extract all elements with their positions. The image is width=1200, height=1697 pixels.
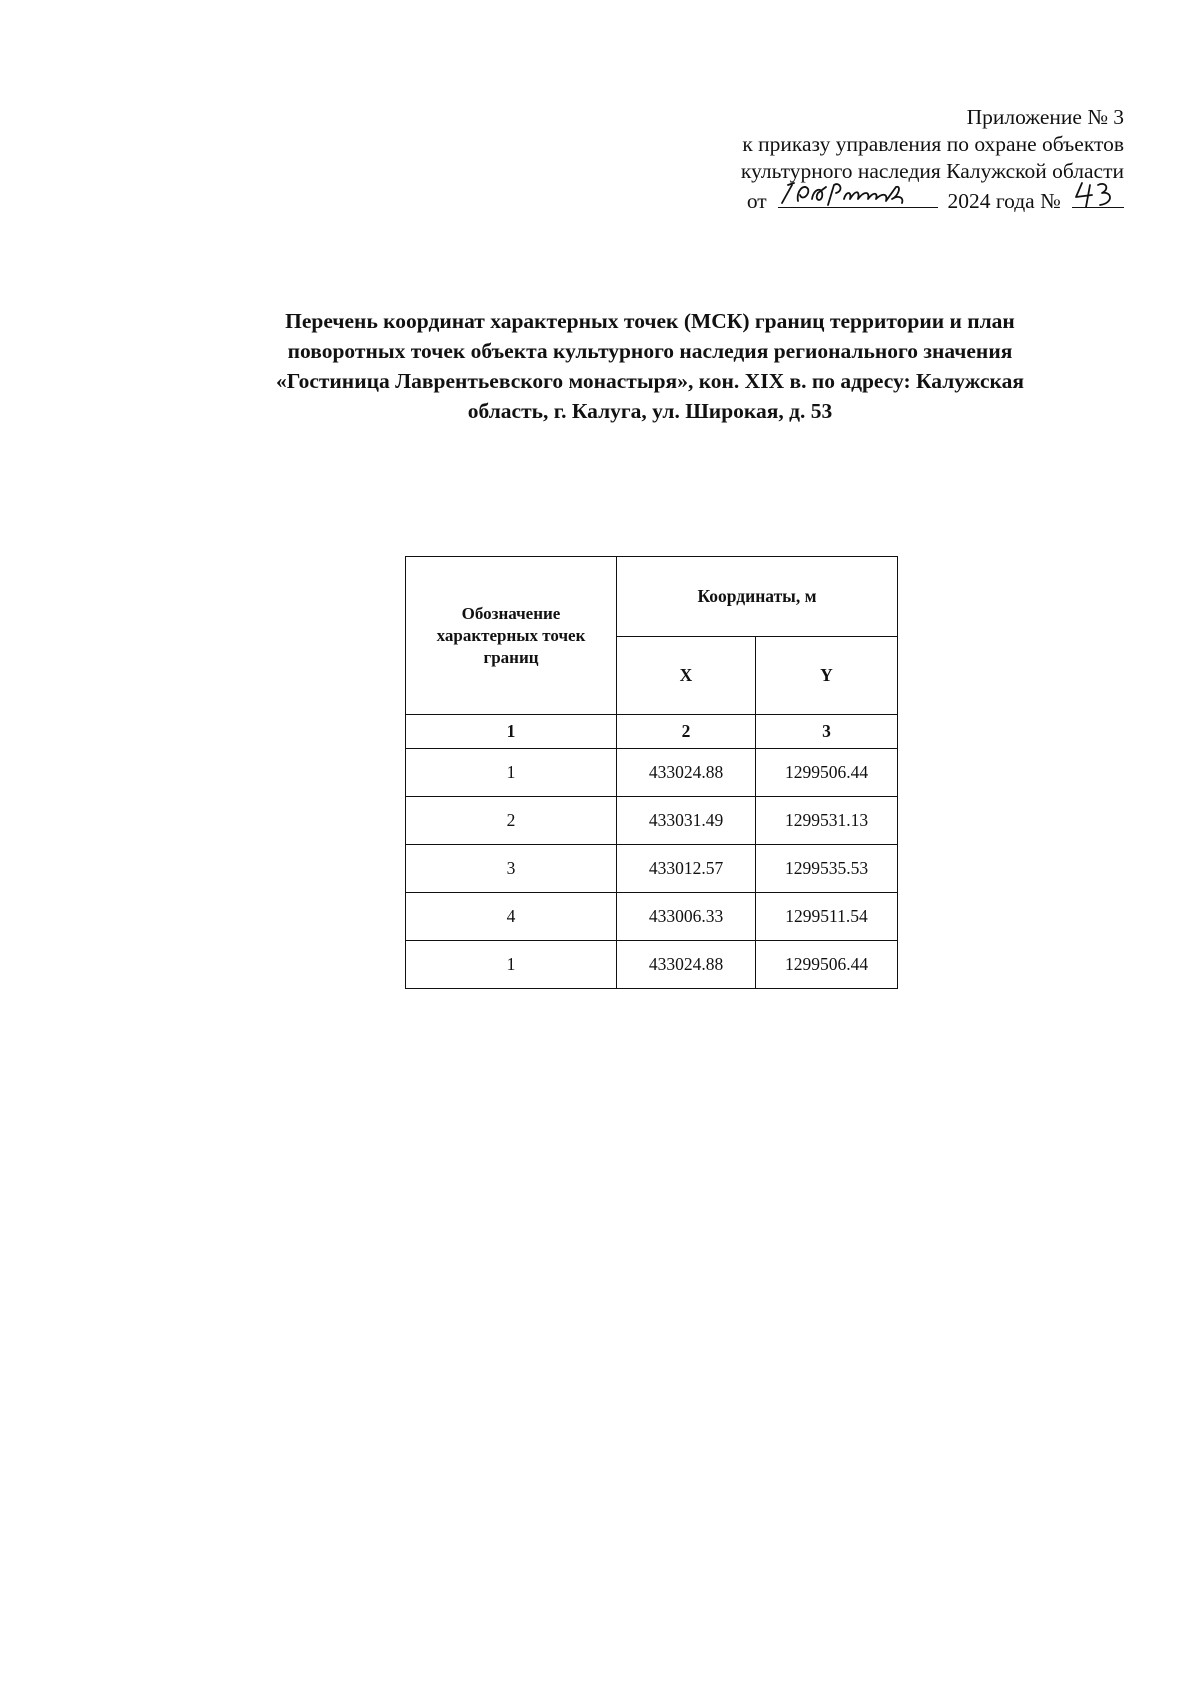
x-cell: 433031.49 — [617, 797, 756, 845]
header-point-line-2: характерных точек — [436, 625, 586, 645]
title-line-2: поворотных точек объекта культурного наследия регионального значения — [287, 339, 1013, 363]
handwritten-date — [778, 185, 938, 208]
table-row — [406, 749, 898, 797]
point-cell: 4 — [406, 893, 617, 941]
appendix-order-ref: к приказу управления по охране объектов — [742, 132, 1124, 156]
y-cell: 1299506.44 — [756, 749, 898, 797]
table-row — [406, 941, 898, 989]
appendix-date-line — [741, 185, 1124, 215]
y-cell: 1299531.13 — [756, 797, 898, 845]
table-row — [406, 845, 898, 893]
appendix-header — [741, 104, 1124, 215]
title-line-4: область, г. Калуга, ул. Широкая, д. 53 — [467, 399, 833, 423]
handwritten-number-signature — [1072, 179, 1124, 209]
point-cell: 1 — [406, 749, 617, 797]
handwritten-date-signature — [778, 179, 938, 209]
point-cell: 3 — [406, 845, 617, 893]
header-coordinates: Координаты, м — [617, 557, 898, 637]
column-number-row — [406, 715, 898, 749]
header-point-designation — [406, 557, 617, 715]
table-row — [406, 893, 898, 941]
title-line-1: Перечень координат характерных точек (МСК) границ территории и план — [285, 309, 1015, 333]
y-cell: 1299506.44 — [756, 941, 898, 989]
x-cell: 433024.88 — [617, 749, 756, 797]
document-title — [170, 306, 1130, 426]
header-y: Y — [756, 637, 898, 715]
table-header-row — [406, 557, 898, 637]
point-cell: 2 — [406, 797, 617, 845]
x-cell: 433024.88 — [617, 941, 756, 989]
y-cell: 1299511.54 — [756, 893, 898, 941]
coordinates-table — [405, 556, 898, 989]
handwritten-number — [1072, 185, 1124, 208]
column-number-1: 1 — [406, 715, 617, 749]
year-and-number-label: 2024 года № — [947, 189, 1061, 213]
table-row — [406, 797, 898, 845]
point-cell: 1 — [406, 941, 617, 989]
appendix-number: Приложение № 3 — [966, 105, 1124, 129]
x-cell: 433006.33 — [617, 893, 756, 941]
header-point-line-3: границ — [483, 647, 539, 667]
column-number-3: 3 — [756, 715, 898, 749]
title-line-3: «Гостиница Лаврентьевского монастыря», кон. XIX в. по адресу: Калужская — [276, 369, 1024, 393]
header-x: X — [617, 637, 756, 715]
column-number-2: 2 — [617, 715, 756, 749]
y-cell: 1299535.53 — [756, 845, 898, 893]
date-prefix: от — [746, 189, 767, 213]
x-cell: 433012.57 — [617, 845, 756, 893]
header-point-line-1: Обозначение — [461, 603, 561, 623]
appendix-authority: культурного наследия Калужской области — [740, 159, 1124, 183]
